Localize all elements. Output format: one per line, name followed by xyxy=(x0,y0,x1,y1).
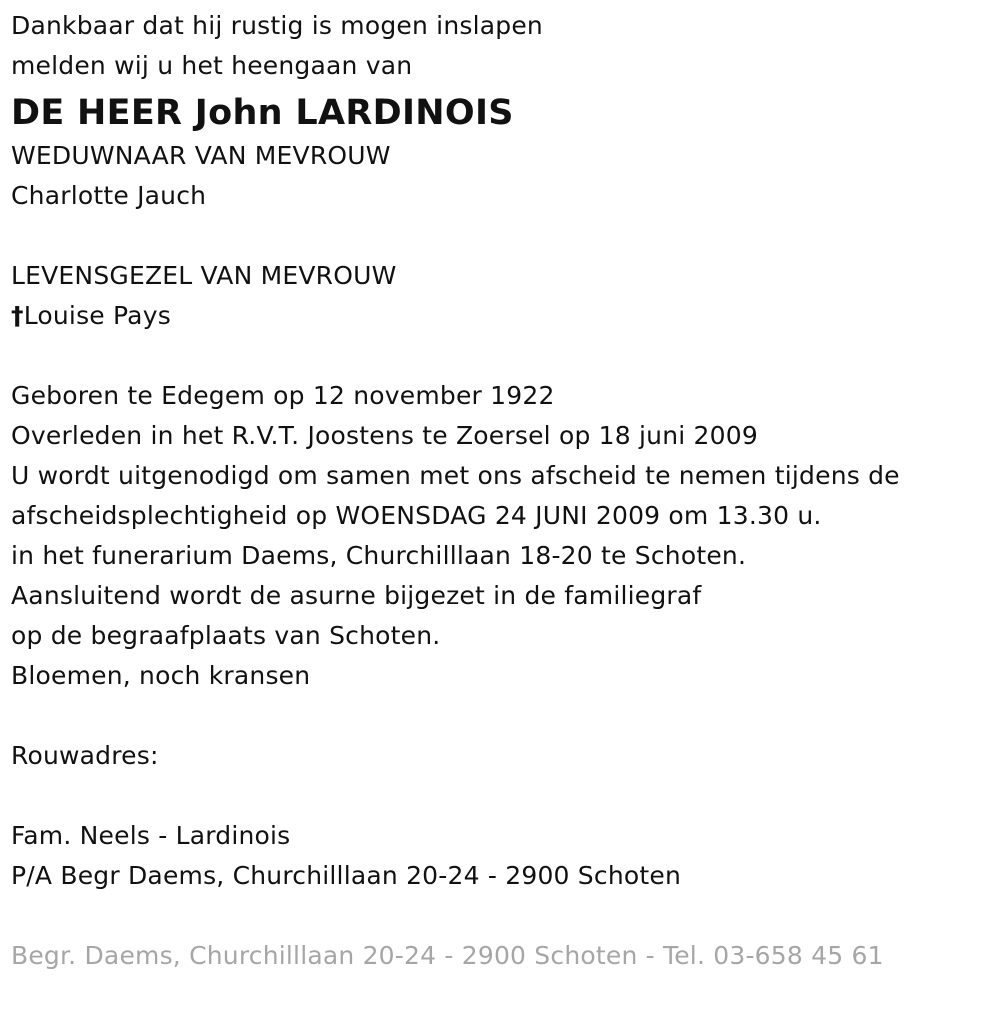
flowers-line: Bloemen, noch kransen xyxy=(11,661,311,690)
partner-name: Louise Pays xyxy=(23,301,171,330)
spacer xyxy=(11,696,991,736)
intro-line-1: Dankbaar dat hij rustig is mogen inslapen xyxy=(11,11,543,40)
death-line: Overleden in het R.V.T. Joostens te Zoersel op 18 juni 2009 xyxy=(11,421,758,450)
address-label: Rouwadres: xyxy=(11,741,159,770)
location-line: in het funerarium Daems, Churchilllaan 18-20 te Schoten. xyxy=(11,541,747,570)
spouse-title: WEDUWNAAR VAN MEVROUW xyxy=(11,141,391,170)
spacer xyxy=(11,336,991,376)
burial-line: Aansluitend wordt de asurne bijgezet in de familiegraf xyxy=(11,581,702,610)
spacer xyxy=(11,776,991,816)
cross-icon: † xyxy=(11,301,24,330)
cemetery-line: op de begraafplaats van Schoten. xyxy=(11,621,441,650)
funeral-home-footer: Begr. Daems, Churchilllaan 20-24 - 2900 Schoten - Tel. 03-658 45 61 xyxy=(11,941,884,970)
intro-line-2: melden wij u het heengaan van xyxy=(11,51,413,80)
birth-line: Geboren te Edegem op 12 november 1922 xyxy=(11,381,555,410)
partner-title: LEVENSGEZEL VAN MEVROUW xyxy=(11,261,397,290)
spacer xyxy=(11,896,991,936)
ceremony-line: afscheidsplechtigheid op WOENSDAG 24 JUNI 2009 om 13.30 u. xyxy=(11,501,822,530)
address-care-of: P/A Begr Daems, Churchilllaan 20-24 - 2900 Schoten xyxy=(11,861,681,890)
spouse-name: Charlotte Jauch xyxy=(11,181,207,210)
spacer xyxy=(11,216,991,256)
partner-line xyxy=(11,296,991,336)
deceased-name: DE HEER John LARDINOIS xyxy=(11,93,514,133)
invitation-line: U wordt uitgenodigd om samen met ons afscheid te nemen tijdens de xyxy=(11,461,900,490)
address-family: Fam. Neels - Lardinois xyxy=(11,821,291,850)
obituary-notice xyxy=(11,6,991,976)
